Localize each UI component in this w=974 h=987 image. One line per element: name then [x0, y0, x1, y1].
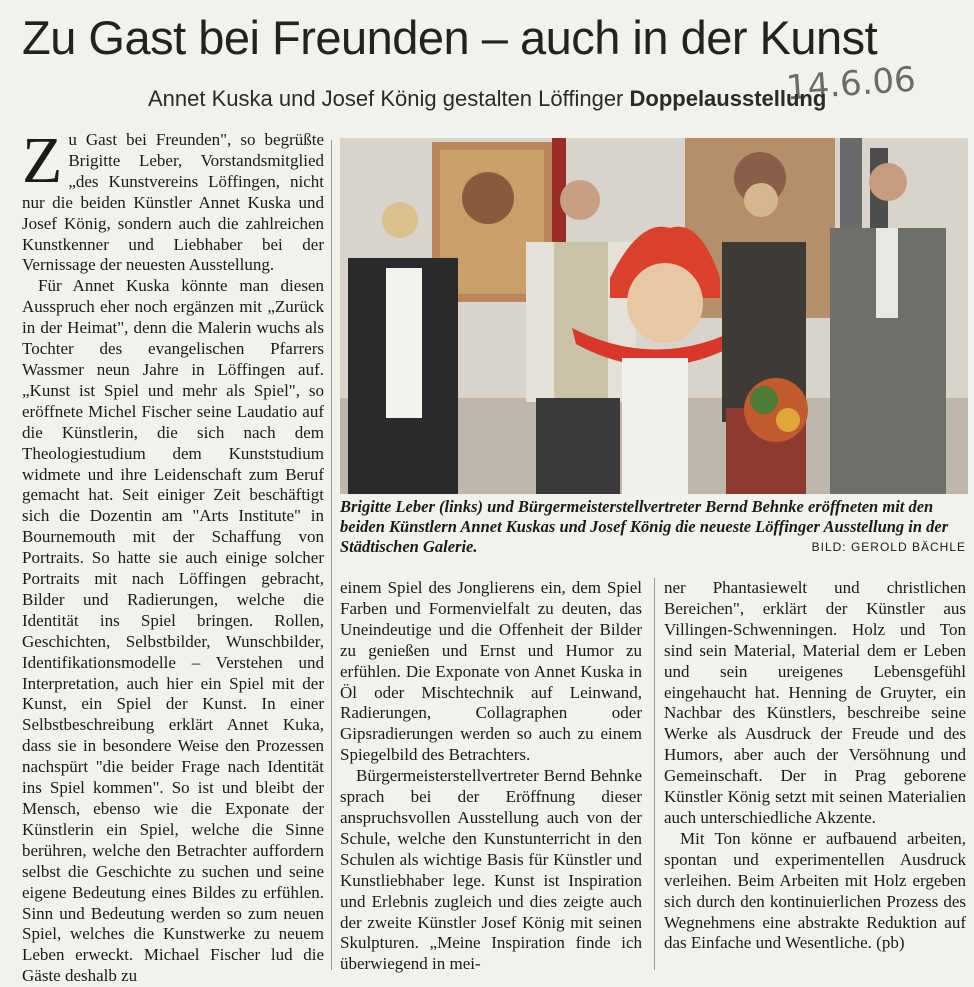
column-rule-1 — [331, 140, 332, 970]
handwritten-date: 14.6.06 — [784, 59, 918, 109]
photo-caption: Brigitte Leber (links) und Bürgermeisterstellvertreter Bernd Behnke eröffneten mit den beiden Künstlern Annet Kuskas und Josef König die neueste Löffinger Ausstellung in der Städtischen Galerie. — [340, 497, 949, 556]
subtitle-regular: Annet Kuska und Josef König gestalten Löffinger — [148, 86, 630, 111]
photo-illustration — [340, 138, 968, 494]
paragraph-4: Bürgermeisterstellvertreter Bernd Behnke sprach bei der Eröffnung dieser anspruchsvollen Ausstellung auch von der Schule, welche den Kunstunterricht in den Schulen als wichtige Basis für Künstler und Kunstliebhaber lege. Kunst ist Inspiration und Erlebnis zugleich und dies zeigte auch der zweite Künstler Josef König mit seinen Skulpturen. „Meine Inspiration finde ich überwiegend in mei- — [340, 766, 642, 974]
paragraph-1-text: u Gast bei Freunden", so begrüßte Brigitte Leber, Vorstandsmitglied „des Kunstvereins Löffingen, nicht nur die beiden Künstler Annet Kuska und Josef König, sondern auch die zahlreichen Kunstkenner und Liebhaber bei der Vernissage der neuesten Ausstellung. — [22, 130, 324, 275]
subtitle-bold: Doppelausstellung — [629, 86, 827, 111]
paragraph-3: einem Spiel des Jonglierens ein, dem Spiel Farben und Formenvielfalt zu deuten, das Uneindeutige und die Offenheit der Bilder zu genießen und Ernst und Humor zu erfühlen. Die Exponate von Annet Kuska in Öl oder Mischtechnik auf Leinwand, Radierungen, Collagraphen oder Gipsradierungen werden so auch zu einem Spiegelbild des Betrachters. — [340, 578, 642, 765]
paragraph-2: Für Annet Kuska könnte man diesen Ausspruch eher noch ergänzen mit „Zurück in der Heimat", denn die Malerin wuchs als Tochter des evangelischen Pfarrers Wassmer neun Jahre in Löffingen auf. „Kunst ist Spiel und mehr als Spiel", so eröffnete Michel Fischer seine Laudatio auf die Künstlerin, die sich nach dem Theologiestudium dem Kunststudium widmete und ihre Leidenschaft zum Beruf gemacht hat. Seit einiger Zeit beschäftigt sich die Dozentin am "Arts Institute" in Bournemouth mit der Schaffung von Portraits. So hatte sie auch einige solcher Portraits mit nach Löffingen gebracht, Bilder und Radierungen, welche die Identität ins Spiel bringen. Rollen, Geschichten, Selbstbilder, Wunschbilder, Identifikationsmodelle – Verstehen und Interpretation, auch hier ein Spiel mit der Kunst, ein Spiel der Kunst. In einer Selbstbeschreibung erklärt Annet Kuka, dass sie in besondere Weise den Prozessen nachspürt "die beider Frage nach Identität ins Spiel kommen". So ist und bleibt der Mensch, ebenso wie die Exponate der Künstlerin ein Spiel, welche die Sinne berühren, welche den Betrachter auffordern selbst die Geschichte zu suchen und seine eigene Bedeutung eines Bildes zu erfühlen. Sinn und Bedeutung werden so zum neuen Spiel, welches die Kunstwerke zu neuem Leben erweckt. Michael Fischer lud die Gäste deshalb zu — [22, 276, 324, 986]
paragraph-5: ner Phantasiewelt und christlichen Bereichen", erklärt der Künstler aus Villingen-Schwenningen. Holz und Ton sind sein Material, Material dem er Leben und sein ureigenes Lebensgefühl eingehaucht hat. Henning de Gruyter, ein Nachbar des Künstlers, beschreibe seine Werke als Ausdruck der Freude und des Humors, aber auch der Versöhnung und Gemeinschaft. Der in Prag geborene Künstler König setzt mit seinen Materialien auch unterschiedliche Akzente. — [664, 578, 966, 827]
photo-credit: BILD: GEROLD BÄCHLE — [811, 540, 966, 554]
column-2 — [340, 578, 642, 975]
dropcap: Z — [22, 124, 63, 197]
exhibition-photo — [340, 138, 968, 494]
headline: Zu Gast bei Freunden – auch in der Kunst — [22, 11, 878, 64]
paragraph-1 — [22, 124, 324, 276]
subtitle — [148, 84, 848, 114]
column-rule-2 — [654, 578, 655, 970]
column-3 — [664, 578, 966, 954]
column-1 — [22, 124, 324, 987]
paragraph-6: Mit Ton könne er aufbauend arbeiten, spontan und experimentellen Ausdruck verleihen. Beim Arbeiten mit Holz ergeben sich durch den kontinuierlichen Prozess des Wegnehmens eine abstrakte Reduktion auf das Einfache und Wesentliche. (pb) — [664, 828, 966, 953]
